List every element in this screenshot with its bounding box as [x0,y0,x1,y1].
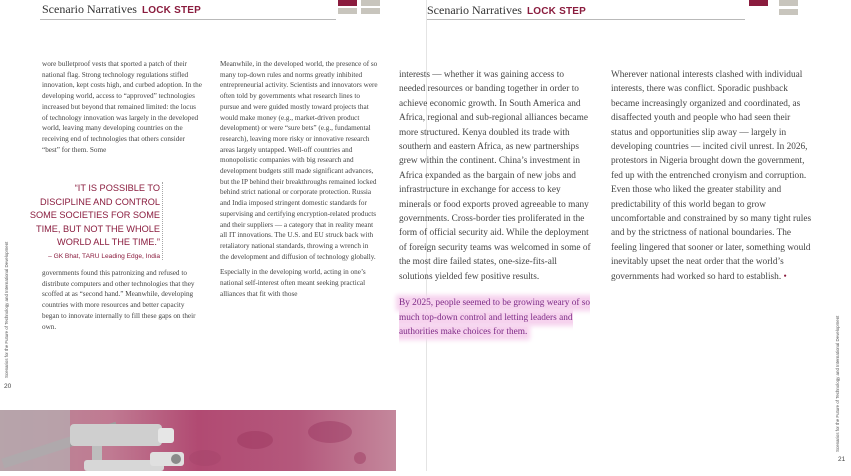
paragraph: interests — whether it was gaining access to needed resources or banding together in order to achieve economic growth. In South America and Africa, regional and sub-regional alliances became more structured. Kenya doubled its trade with southern and eastern Africa, as new partnerships grew within the continent. China’s investment in Africa expanded as the bargain of new jobs and infrastructure in exchange for access to key minerals or food exports proved agreeable to many governments. Cross-border ties proliferated in the form of official security aid. While the deployment of foreign security teams was welcomed in some of the most dire failed states, one-size-fits-all solutions yielded few positive results. [399,70,591,282]
highlighted-text: By 2025, people seemed to be growing weary of so much top-down control and letting leaders and authorities make choices for them. [399,298,591,337]
header-scenario-tag: LOCK STEP [526,6,586,17]
header-series-title: Scenario Narratives [42,2,137,16]
end-mark: • [783,271,787,282]
running-header [42,0,201,20]
paragraph: Especially in the developing world, acting in one’s national self-interest often meant seeking practical alliances that fit with those [220,268,366,298]
header-square [361,0,380,6]
sidebar-publication-title: Scenarios for the Future of Technology and International Development [4,241,9,378]
header-square [749,0,768,6]
highlighted-paragraph [399,296,591,339]
surveillance-camera-photo [0,410,396,471]
header-square [338,8,357,14]
photo-illustration [0,410,396,471]
header-square [779,9,798,15]
header-rule [427,19,745,20]
running-header [427,1,586,21]
page-number: 20 [4,383,12,390]
header-scenario-tag: LOCK STEP [141,5,201,16]
page-number: 21 [838,456,846,463]
paragraph [611,68,813,284]
left-page [0,0,424,471]
header-series-title: Scenario Narratives [427,3,522,17]
sidebar-publication-title: Scenarios for the Future of Technology and International Development [835,315,840,452]
header-square [361,8,380,14]
column-1 [399,68,591,339]
header-square [779,0,798,6]
pull-quote-text: “IT IS POSSIBLE TO DISCIPLINE AND CONTROL SOME SOCIETIES FOR SOME TIME, BUT NOT THE WHOLE WORLD ALL THE TIME.” [29,183,160,248]
header-square [338,0,357,6]
paragraph-text: Wherever national interests clashed with individual interests, there was conflict. Sporadic pushback became increasingly organized and coordinated, as disaffected youth and people who had seen their status and opportunities slip away — largely in developing countries — incited civil unrest. In 2026, protestors in Nigeria brought down the government, fed up with the entrenched cronyism and corruption. Even those who liked the greater stability and predictability of this world began to grow uncomfortable and constrained by so many tight rules and by the strictness of national boundaries. The feeling lingered that sooner or later, something would inevitably upset the neat order that the world’s governments had worked so hard to establish. [611,70,812,282]
column-1-bottom [42,268,202,337]
right-page [399,0,851,471]
column-2 [220,59,378,304]
column-1-top [42,59,202,160]
header-rule [40,19,336,20]
paragraph: wore bulletproof vests that sported a patch of their national flag. Strong technology regulations stifled innovation, kept costs high, and curbed adoption. In the developing world, access to “approved” technologies increased but beyond that remained limited: the locus of technology innovation was largely in the developed world, leaving many developing countries on the receiving end of technologies that others consider “best” for them. Some [42,60,202,154]
paragraph: Meanwhile, in the developed world, the presence of so many top-down rules and norms greatly inhibited entrepreneurial activity. Scientists and innovators were often told by governments what research lines to pursue and were guided mostly toward projects that would make money (e.g., market-driven product development) or were “sure bets” (e.g., fundamental research), leaving more risky or innovative research areas largely untapped. Well-off countries and monopolistic companies with big research and development budgets still made significant advances, but the IP behind their breakthroughs remained locked behind strict national or corporate protection. Russia and India imposed stringent domestic standards for supervising and certifying encryption-related products and their suppliers — a category that in reality meant all IT innovations. The U.S. and EU struck back with retaliatory national standards, throwing a wrench in the development and diffusion of technology globally. [220,60,378,261]
pull-quote [26,182,163,260]
pull-quote-attribution: – GK Bhat, TARU Leading Edge, India [48,252,160,260]
paragraph: governments found this patronizing and refused to distribute computers and other technologies that they scoffed at as “second hand.” Meanwhile, developing countries with more resources and better capacity began to innovate internally to fill these gaps on their own. [42,269,196,331]
column-2 [611,68,813,284]
